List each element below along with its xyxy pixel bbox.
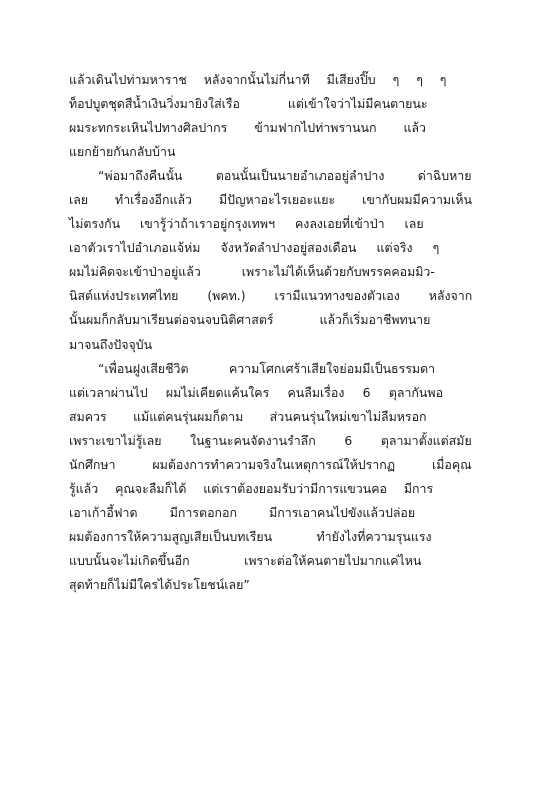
text-line: นักศึกษา ผมต้องการทำความจริงในเหตุการณ์ให้ปรากฏ เมื่อคุณ <box>69 456 472 472</box>
text-line: รู้แล้ว คุณจะลืมก็ได้ แต่เราต้องยอมรับว่ามีการแขวนคอ มีการ <box>69 480 434 496</box>
paragraph <box>69 357 472 597</box>
text-line: สุดท้ายก็ไม่มีใครได้ประโยชน์เลย” <box>69 576 250 592</box>
text-line: เอาตัวเราไปอำเภอแจ้ห่ม จังหวัดลำปางอยู่สองเดือน แต่จริง ๆ <box>69 240 440 256</box>
body-text <box>69 68 472 597</box>
text-line: ผมไม่คิดจะเข้าป่าอยู่แล้ว เพราะไม่ได้เห็นด้วยกับพรรคคอมมิว- <box>69 264 435 280</box>
paragraph <box>69 164 472 356</box>
text-line: แล้วเดินไปท่ามหาราช หลังจากนั้นไม่กี่นาที มีเสียงปิ๊บ ๆ ๆ ๆ <box>69 72 447 87</box>
text-line: เพราะเขาไม่รู้เลย ในฐานะคนจัดงานรำลึก 6 ตุลามาตั้งแต่สมัย <box>69 432 472 448</box>
text-line: เลย ทำเรื่องอีกแล้ว มีปัญหาอะไรเยอะแยะ เขากับผมมีความเห็น <box>69 192 472 208</box>
text-line: แบบนั้นจะไม่เกิดขึ้นอีก เพราะต่อให้คนตายไปมากแค่ไหน <box>69 552 422 568</box>
text-line: แต่เวลาผ่านไป ผมไม่เคียดแค้นใคร คนลืมเรื่อง 6 ตุลากันพอ <box>69 384 444 400</box>
text-line: ผมต้องการให้ความสูญเสียเป็นบทเรียน ทำยังไงที่ความรุนแรง <box>69 528 432 544</box>
text-line: แยกย้ายกันกลับบ้าน <box>69 144 176 160</box>
text-line: ท็อปบูตชุดสีน้ำเงินวิ่งมายิงใส่เรือ แต่เข้าใจว่าไม่มีคนตายนะ <box>69 96 428 112</box>
text-line: เอาเก้าอี้ฟาด มีการตอกอก มีการเอาคนไปขังแล้วปล่อย <box>69 504 416 520</box>
text-line: “เพื่อนฝูงเสียชีวิต ความโศกเศร้าเสียใจย่อมมีเป็นธรรมดา <box>98 360 436 376</box>
text-line: “พ่อมาถึงคืนนั้น ตอนนั้นเป็นนายอำเภออยู่ลำปาง ด่าฉิบหาย <box>98 168 472 184</box>
text-line: สมควร แม้แต่คนรุ่นผมก็ตาม ส่วนคนรุ่นใหม่เขาไม่ลืมหรอก <box>69 408 427 424</box>
text-line: ไม่ตรงกัน เขารู้ว่าถ้าเราอยู่กรุงเทพฯ คงลงเอยที่เข้าป่า เลย <box>69 216 424 232</box>
text-line: นั้นผมก็กลับมาเรียนต่อจนจบนิติศาสตร์ แล้วก็เริ่มอาชีพทนาย <box>69 312 431 328</box>
paragraph <box>69 68 472 164</box>
text-line: มาจนถึงปัจจุบัน <box>69 336 153 352</box>
text-line: นิสต์แห่งประเทศไทย (พคท.) เรามีแนวทางของตัวเอง หลังจาก <box>69 288 473 304</box>
text-line: ผมระทกระเหินไปทางศิลปากร ข้ามฟากไปท่าพรานนก แล้ว <box>69 120 426 136</box>
